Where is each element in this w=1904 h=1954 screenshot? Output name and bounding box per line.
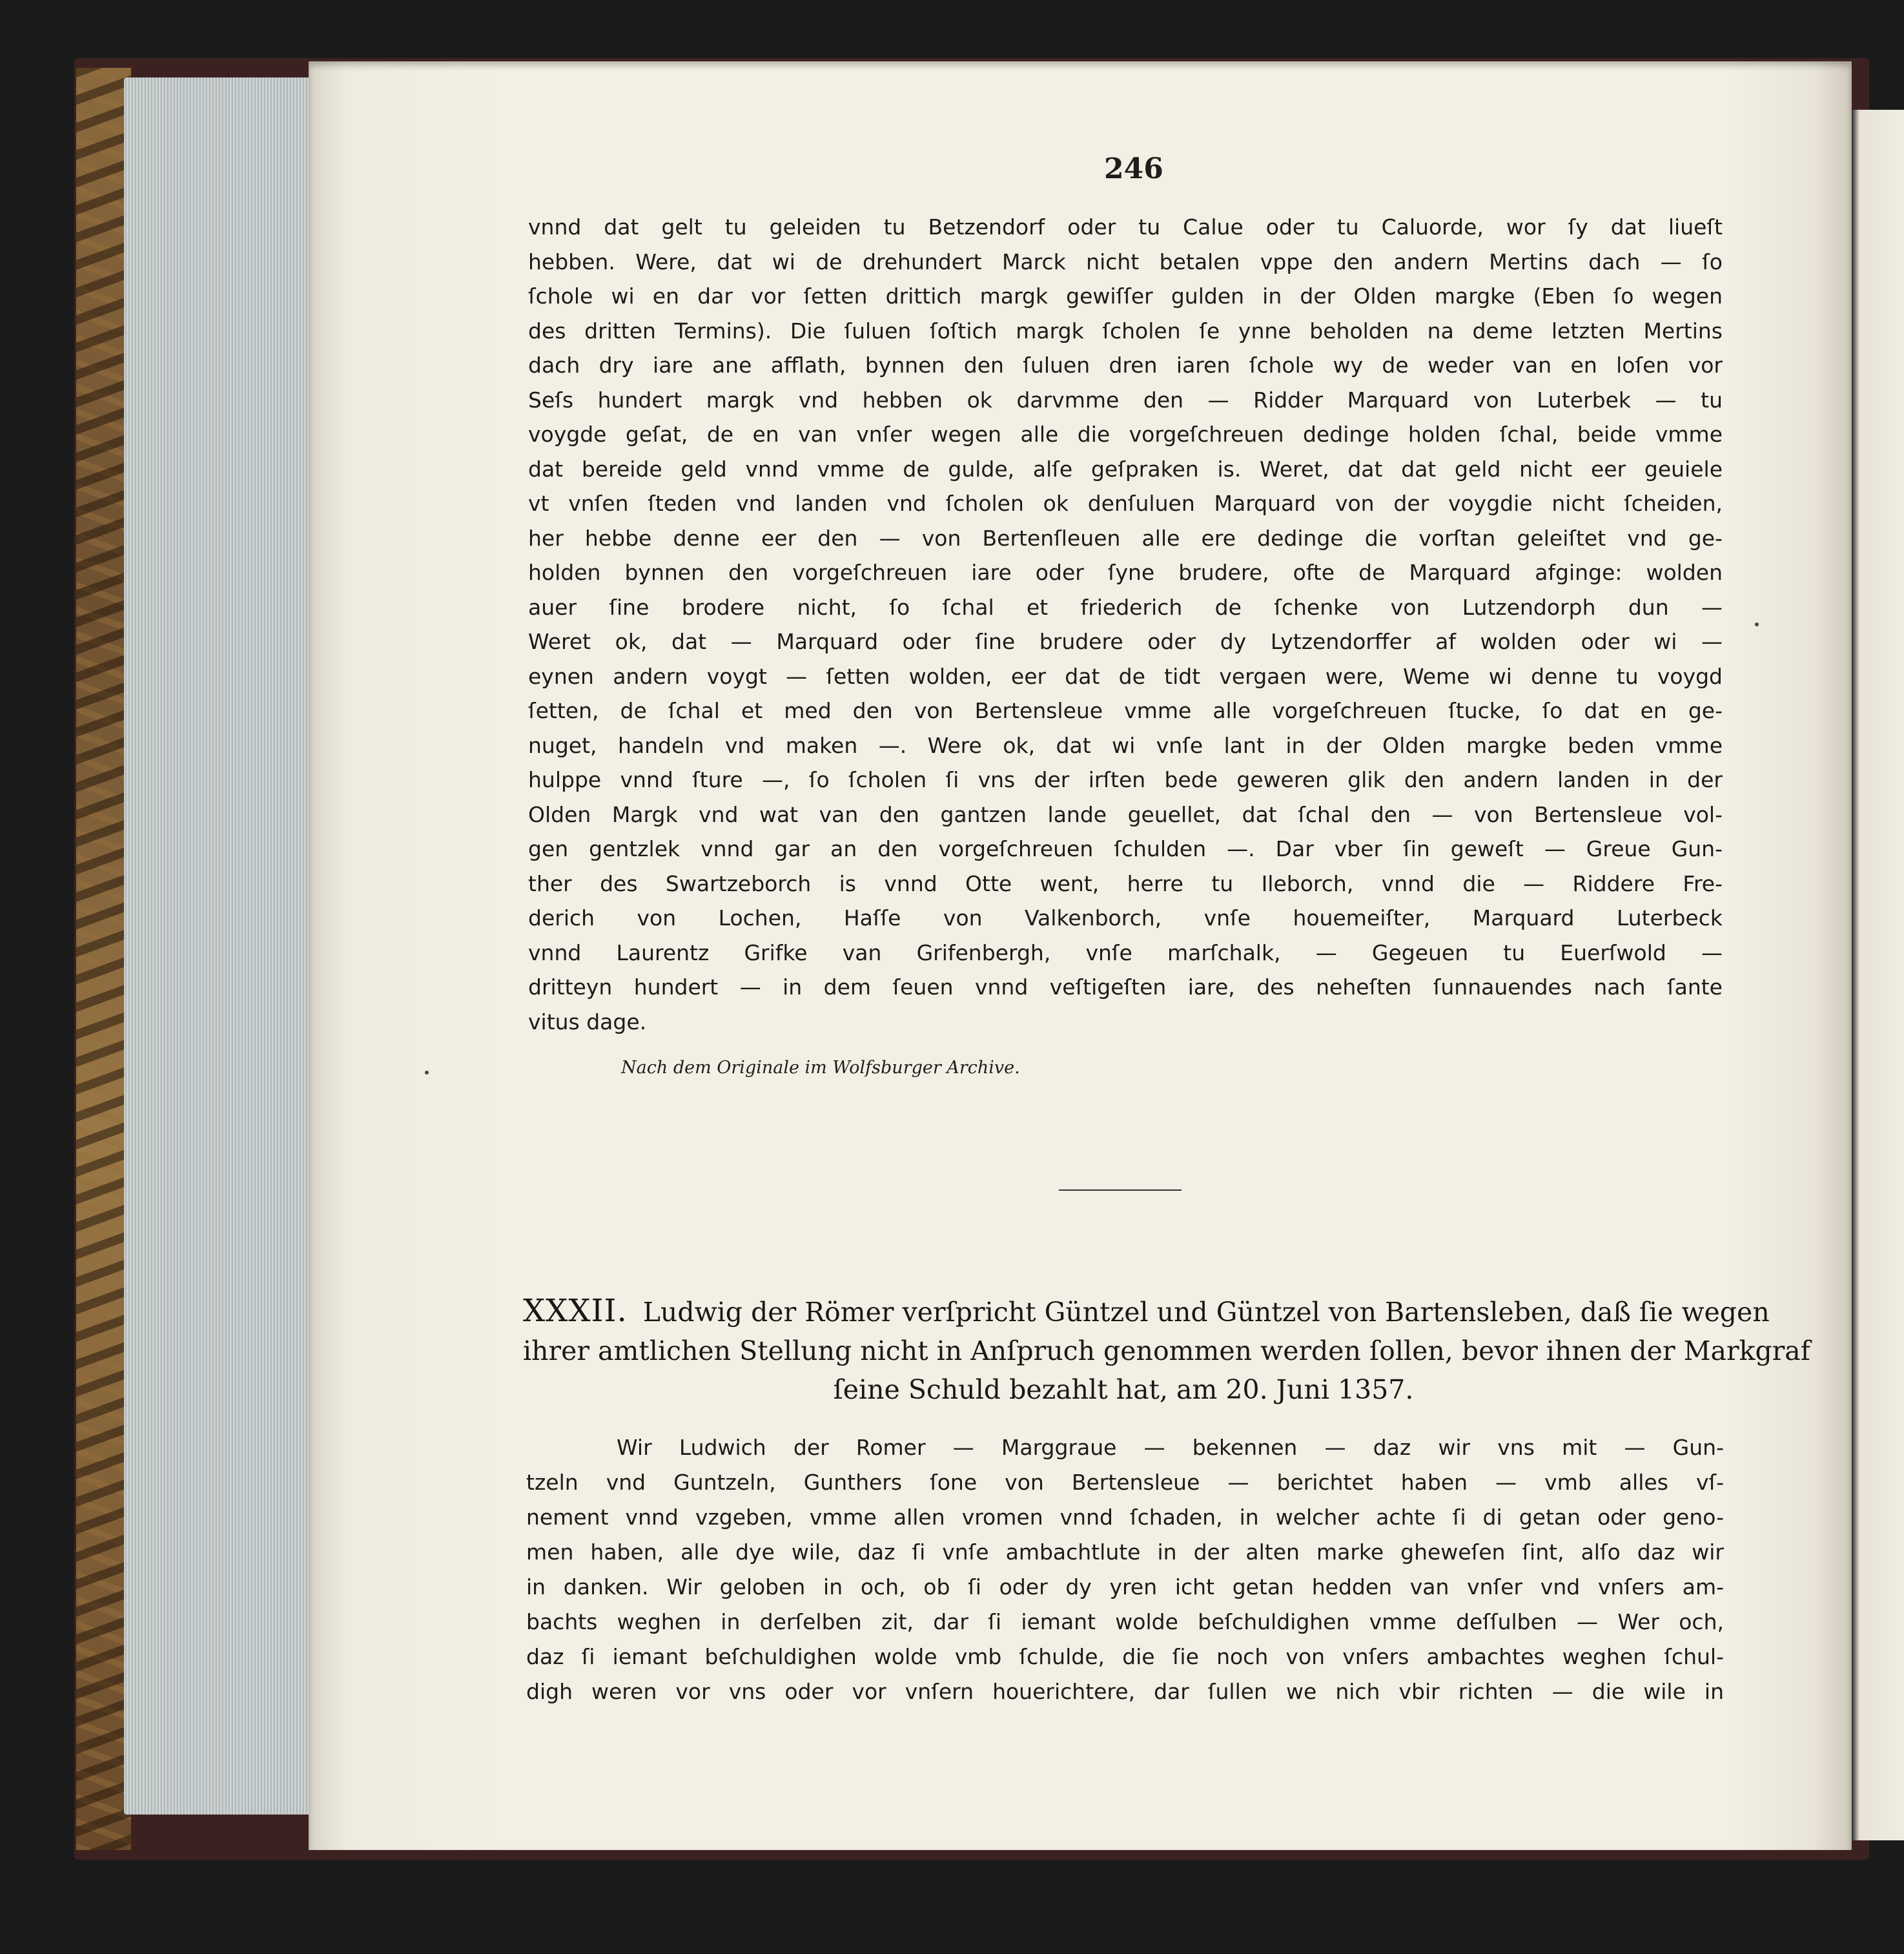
text-line: eynen andern voygt — ſetten wolden, eer dat de tidt vergaen were, Weme wi denne tu voygd [528,663,1723,689]
page-edges [124,77,311,1815]
text-line: ther des Swartzeborch is vnnd Otte went, herre tu Ileborch, vnnd die — Riddere Fre- [528,870,1723,896]
text-line: Olden Margk vnd wat van den gantzen lande geuellet, dat ſchal den — von Bertensleue vol- [528,801,1723,827]
text-line: gen gentzlek vnnd gar an den vorgeſchreuen ſchulden —. Dar vber ſin geweſt — Greue Gun- [528,836,1723,861]
marbled-cover [76,68,131,1850]
text-line: dat bereide geld vnnd vmme de gulde, alſe geſpraken is. Weret, dat dat geld nicht eer geuiele [528,456,1723,482]
text-line: auer ſine brodere nicht, ſo ſchal et friederich de ſchenke von Lutzendorph dun — [528,594,1723,620]
document-number: XXXII. [523,1293,628,1329]
text-line: des dritten Termins). Die ſuluen ſoſtich margk ſcholen ſe ynne beholden na deme letzten Mertins [528,318,1723,344]
text-line: vt vnſen ſteden vnd landen vnd ſcholen ok denſuluen Marquard von der voygdie nicht ſcheiden, [528,491,1723,516]
text-line: dritteyn hundert — in dem ſeuen vnnd veſtigeſten iare, des neheſten ſunnauendes nach ſante [528,974,1723,1000]
margin-mark [1755,622,1759,626]
text-line: ſchole wi en dar vor ſetten drittich margk gewiſſer gulden in der Olden margke (Eben ſo wegen [528,283,1723,309]
heading-line: ihrer amtlichen Stellung nicht in Anſpruch genommen werden ſollen, bevor ihnen der Markgraf [523,1335,1810,1366]
text-line: her hebbe denne eer den — von Bertenſleuen alle ere dedinge die vorſtan geleiſtet vnd ge- [528,525,1723,551]
text-line: Weret ok, dat — Marquard oder ſine brudere oder dy Lytzendorffer af wolden oder wi — [528,629,1723,654]
text-line: hulppe vnnd ſture —, ſo ſcholen ſi vns der irſten bede geweren glik den andern landen in der [528,767,1723,792]
text-line: bachts weghen in derſelben zit, dar ſi iemant wolde beſchuldighen vmme deſſulben — Wer och, [526,1609,1724,1634]
text-line: holden bynnen den vorgeſchreuen iare oder ſyne brudere, ofte de Marquard afginge: wolden [528,560,1723,585]
margin-mark [425,1071,429,1075]
document-body-upper [528,210,1723,1039]
text-line: nement vnnd vzgeben, vmme allen vromen vnnd ſchaden, in welcher achte ſi di getan oder geno- [526,1505,1724,1530]
document-body-lower [526,1430,1724,1709]
text-line: men haben, alle dye wile, daz ſi vnſe ambachtlute in der alten marke gheweſen ſint, alſo daz wir [526,1539,1724,1565]
text-line: daz ſi iemant beſchuldighen wolde vmb ſchulde, die ſie noch von vnſers ambachtes weghen ſchul- [526,1644,1724,1669]
text-line: voygde geſat, de en van vnſer wegen alle die vorgeſchreuen dedinge holden ſchal, beide vmme [528,422,1723,447]
facing-page-edge [1852,110,1904,1840]
text-line: tzeln vnd Guntzeln, Gunthers ſone von Bertensleue — berichtet haben — vmb alles vſ- [526,1470,1724,1495]
text-line: vnnd dat gelt tu geleiden tu Betzendorf oder tu Calue oder tu Caluorde, wor ſy dat liueſt [528,214,1723,240]
text-line: ſetten, de ſchal et med den von Bertensleue vmme alle vorgeſchreuen ſtucke, ſo dat en ge- [528,698,1723,723]
section-divider [1059,1189,1182,1191]
text-line: derich von Lochen, Haſſe von Valkenborch, vnſe houemeiſter, Marquard Luterbeck [528,905,1723,931]
text-line: Wir Ludwich der Romer — Marggraue — bekennen — daz wir vns mit — Gun- [617,1435,1724,1460]
source-note: Nach dem Originale im Wolfsburger Archive. [621,1058,1020,1078]
document-heading [523,1291,1810,1409]
text-line: nuget, handeln vnd maken —. Were ok, dat wi vnſe lant in der Olden margke beden vmme [528,732,1723,758]
text-line: dach dry iare ane afflath, bynnen den ſuluen dren iaren ſchole wy de weder van en loſen vor [528,353,1723,378]
text-line: hebben. Were, dat wi de drehundert Marck nicht betalen vppe den andern Mertins dach — ſo [528,249,1723,274]
text-line: digh weren vor vns oder vor vnſern houerichtere, dar ſullen we nich vbir richten — die wile in [526,1679,1724,1704]
text-line: Seſs hundert margk vnd hebben ok darvmme den — Ridder Marquard von Luterbek — tu [528,387,1723,413]
page-number: 246 [1104,152,1163,185]
heading-line: Ludwig der Römer verſpricht Güntzel und Güntzel von Bartensleben, daß ſie wegen [642,1297,1770,1328]
text-line: vnnd Laurentz Grifke van Grifenbergh, vnſe marſchalk, — Gegeuen tu Euerſwold — [528,940,1723,965]
text-line: in danken. Wir geloben in och, ob ſi oder dy yren icht getan hedden van vnſer vnd vnſers am- [526,1574,1724,1599]
heading-line: ſeine Schuld bezahlt hat, am 20. Juni 1357. [833,1374,1414,1405]
text-line: vitus dage. [528,1009,647,1034]
